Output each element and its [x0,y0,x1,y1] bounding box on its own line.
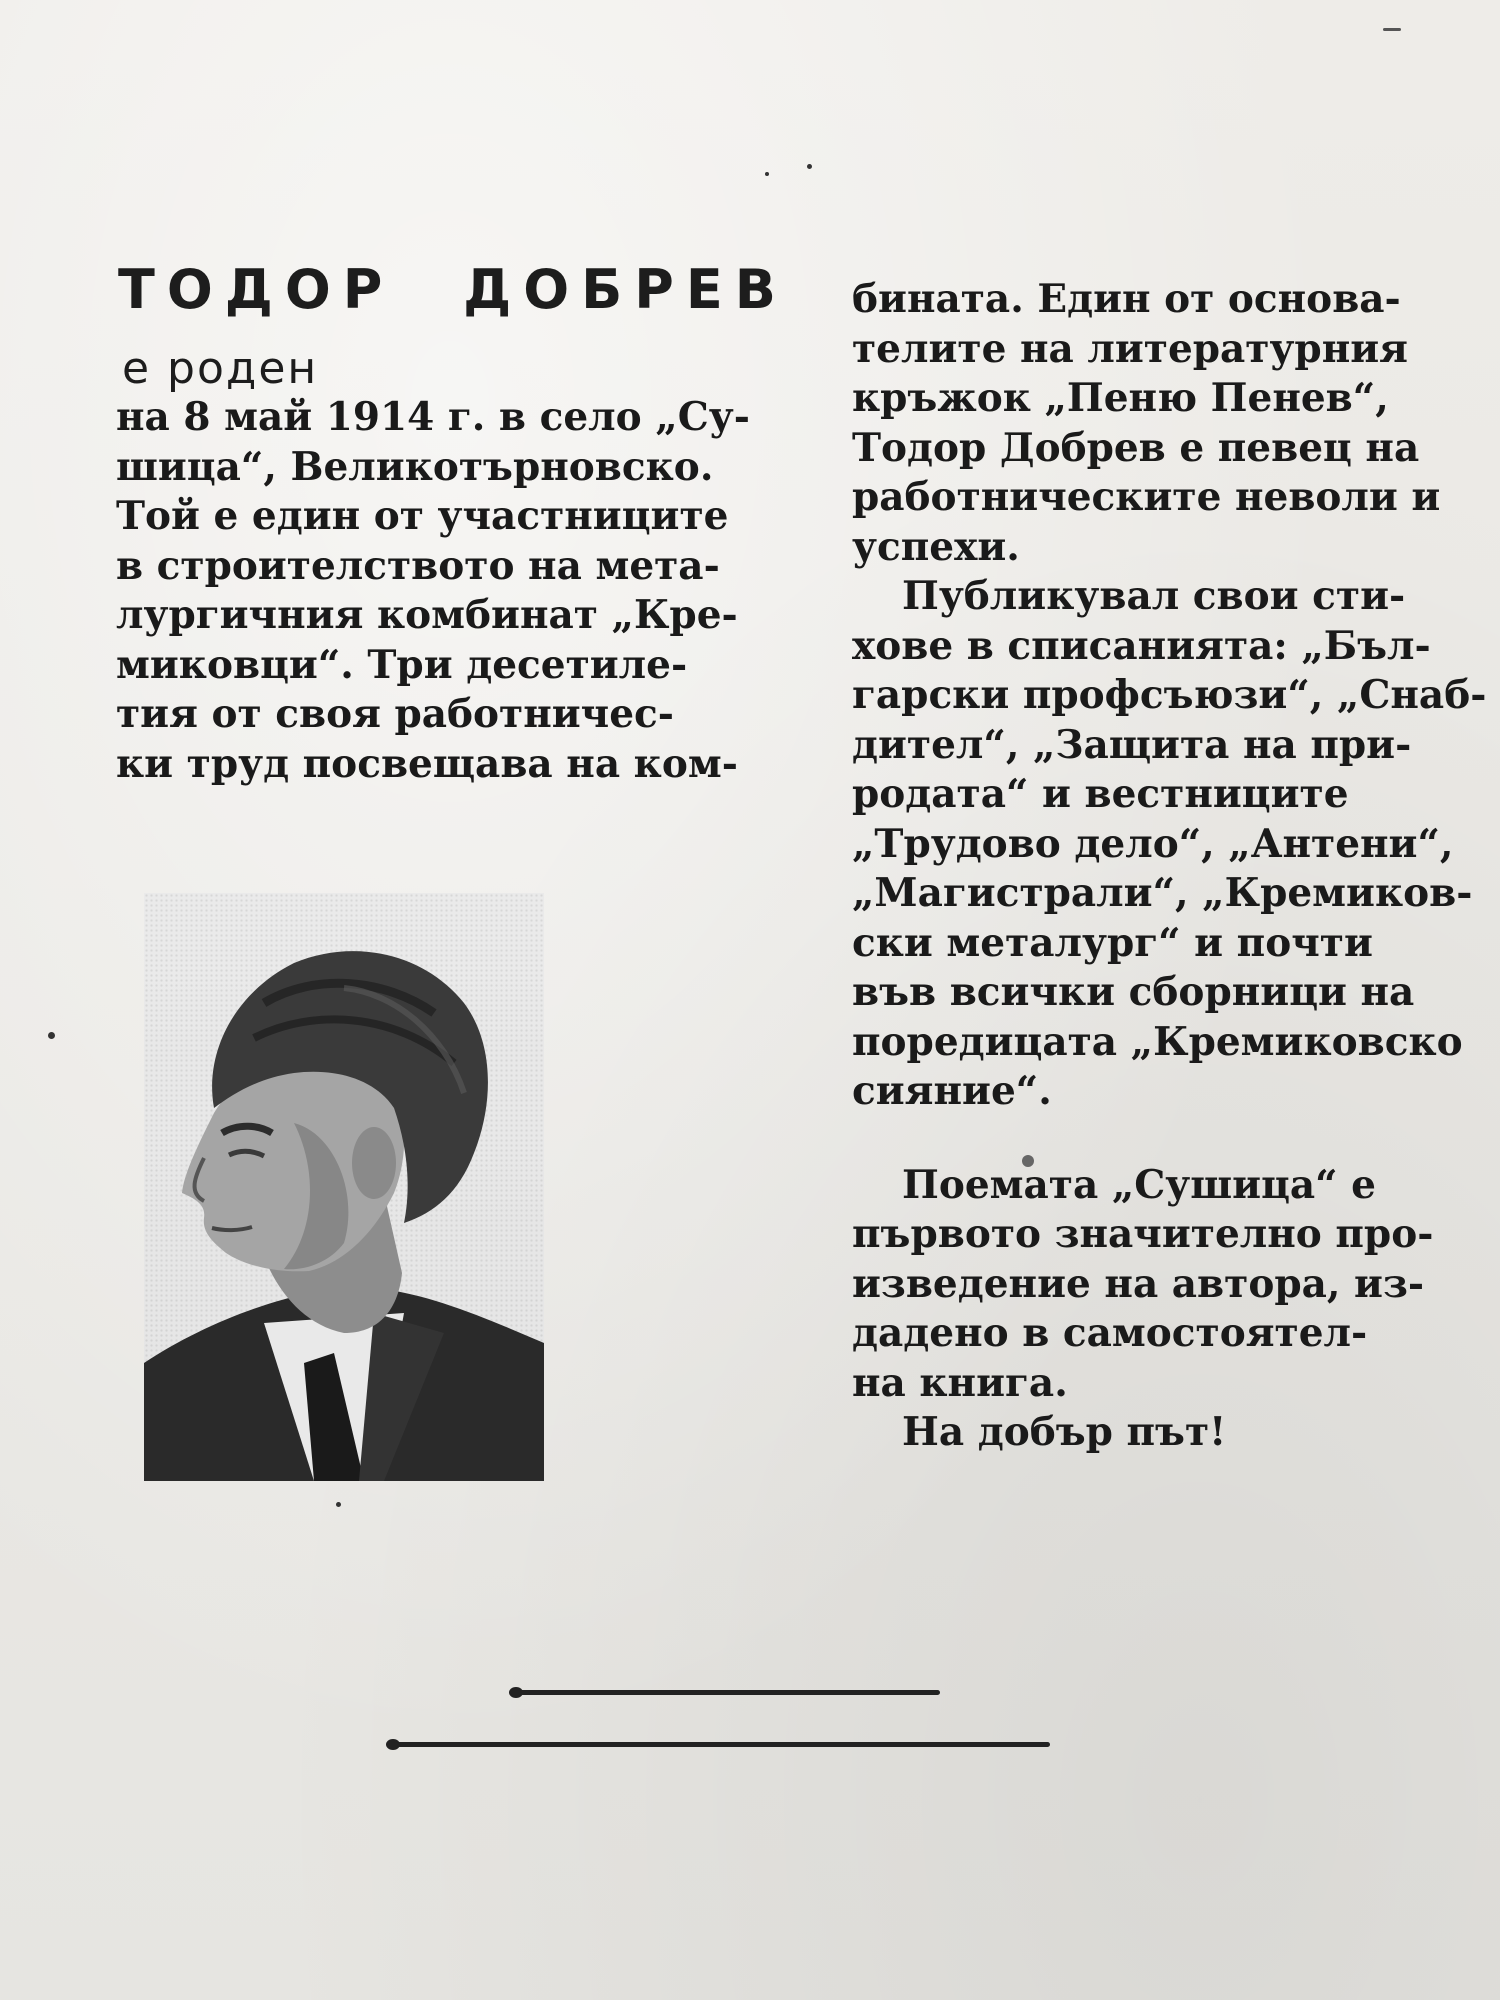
text-line: на книга. [852,1359,1068,1406]
decorative-divider [515,1690,940,1695]
right-text-column [852,275,1486,1458]
text-line: изведение на автора, из- [852,1260,1425,1307]
ink-speck [336,1502,341,1507]
text-line: Той е един от участниците [116,493,729,539]
text-line: телите на литературния [852,325,1408,372]
ink-speck [1383,28,1401,31]
text-line: шица“, Великотърновско. [116,443,714,490]
text-line: гарски профсъюзи“, „Снаб- [852,672,1487,718]
portrait-drawing [144,893,544,1481]
text-line: Поемата „Сушица“ е [902,1161,1376,1208]
text-line: успехи. [852,523,1020,570]
text-line: кръжок „Пеню Пенев“, [852,375,1389,421]
ink-speck [765,172,769,176]
text-line: лургичния комбинат „Кре- [116,592,738,638]
paragraph-gap [852,1117,1486,1161]
text-line: ки труд посвещава на ком- [116,740,738,787]
text-line: Тодор Добрев е певец на [852,424,1420,471]
text-line: в строителството на мета- [116,542,720,589]
text-line: бината. Един от основа- [852,276,1401,322]
text-line: „Магистрали“, „Кремиков- [852,870,1473,916]
text-line: дител“, „Защита на при- [852,721,1412,768]
ink-speck [807,164,812,169]
text-line: дадено в самостоятел- [852,1310,1368,1356]
text-line: хове в списанията: „Бъл- [852,622,1431,669]
text-line: на 8 май 1914 г. в село „Су- [116,394,750,440]
text-line: Публикувал свои сти- [902,573,1406,619]
author-portrait-photo [144,893,544,1481]
decorative-divider [392,1742,1050,1747]
text-line: сияние“. [852,1068,1052,1114]
left-text-column [116,393,750,789]
text-line: работническите неволи и [852,474,1441,520]
text-line: ски металург“ и почти [852,919,1373,966]
text-line: „Трудово дело“, „Антени“, [852,820,1454,867]
text-line: първото значително про- [852,1211,1434,1257]
author-intro-text: е роден [122,343,319,394]
ink-speck [48,1032,55,1039]
author-name-heading: ТОДОР ДОБРЕВ [118,258,788,321]
text-line: родата“ и вестниците [852,771,1349,817]
text-line: миковци“. Три десетиле- [116,641,688,688]
text-line: поредицата „Кремиковско [852,1018,1463,1065]
text-line: тия от своя работничес- [116,691,674,737]
text-line: във всички сборници на [852,969,1415,1015]
text-line: На добър път! [902,1409,1227,1455]
